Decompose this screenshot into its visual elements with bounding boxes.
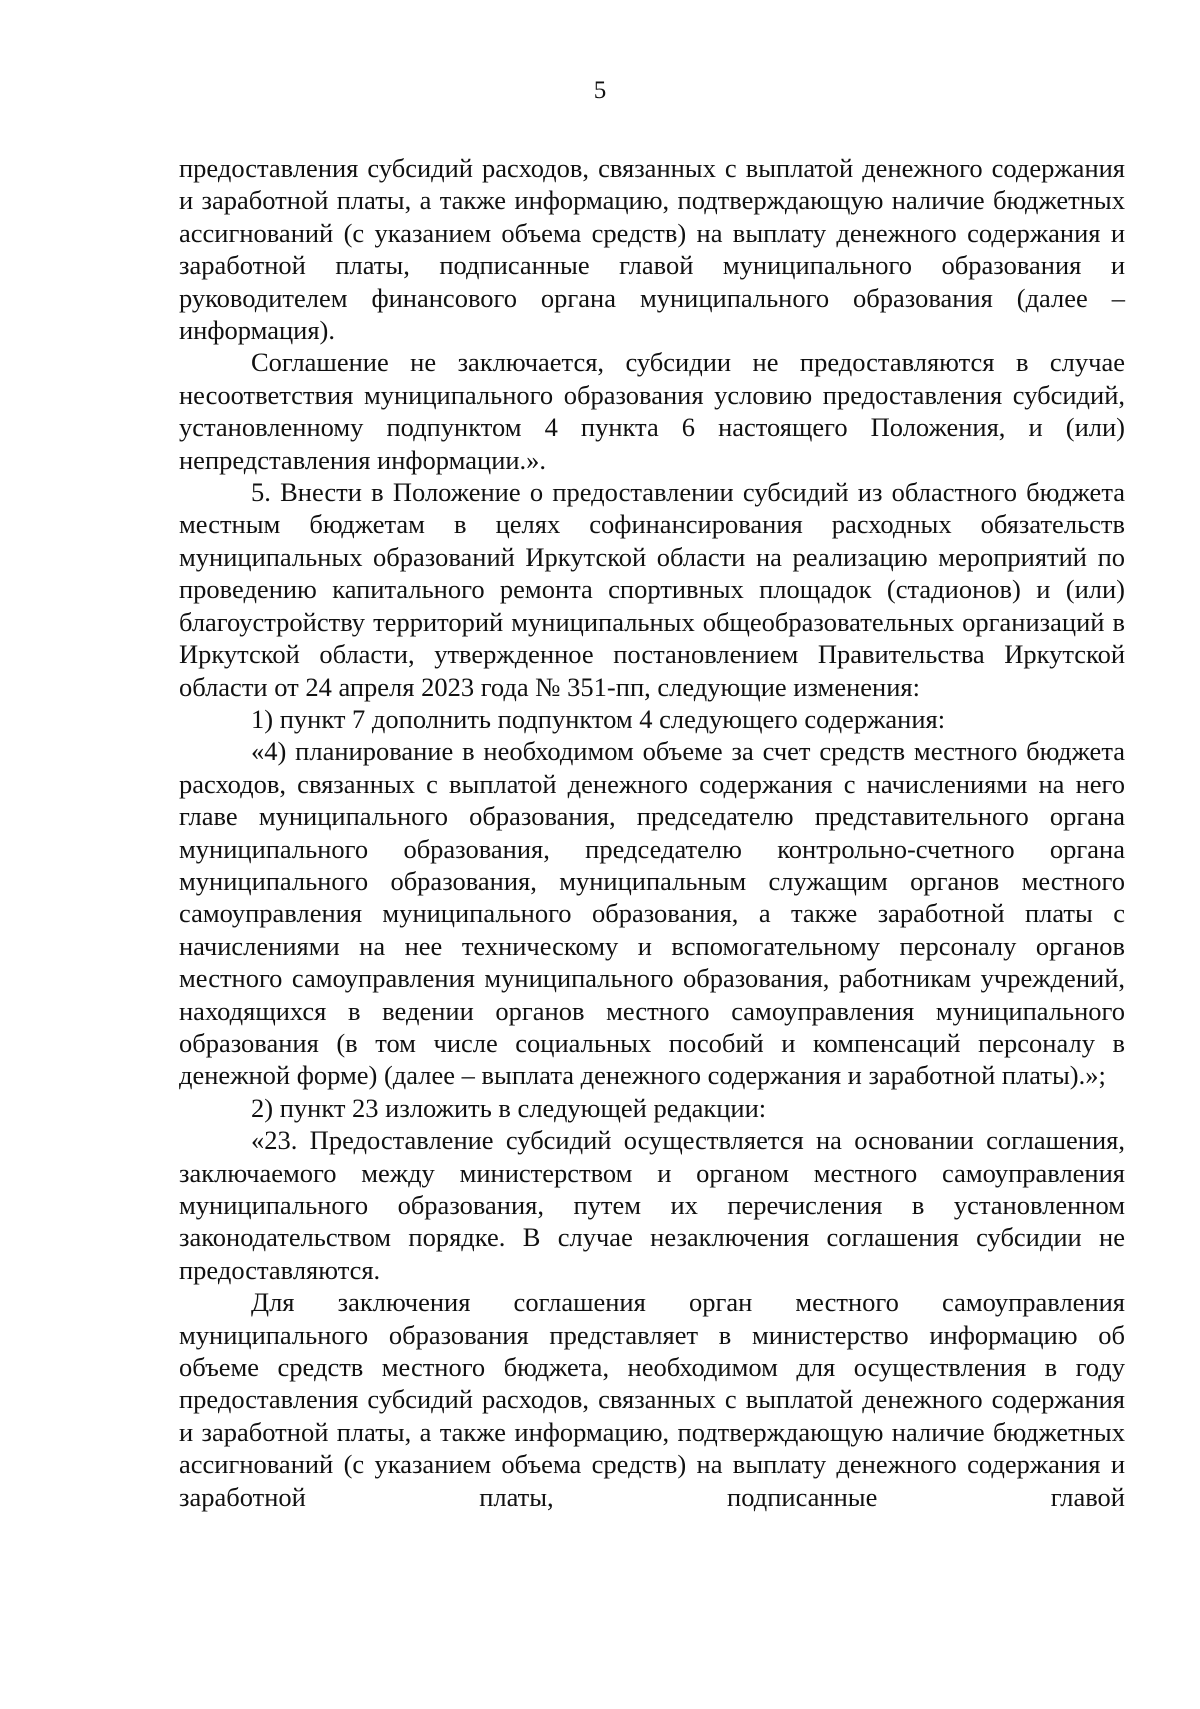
page-number: 5	[593, 77, 607, 104]
document-body	[179, 152, 1125, 1513]
paragraph-item-5: 5. Внести в Положение о предоставлении субсидий из областного бюджета местным бюджетам в целях софинансирования расходных обязательств муниципальных образований Иркутской области на реализацию мероприятий по проведению капитального ремонта спортивных площадок (стадионов) и (или) благоустройству территорий муниципальных общеобразовательных организаций в Иркутской области, утвержденное постановлением Правительства Иркутской области от 24 апреля 2023 года № 351-пп, следующие изменения:	[179, 477, 1125, 702]
paragraph-continuation: предоставления субсидий расходов, связанных с выплатой денежного содержания и заработной платы, а также информацию, подтверждающую наличие бюджетных ассигнований (с указанием объема средств) на выплату денежного содержания и заработной платы, подписанные главой муниципального образования и руководителем финансового органа муниципального образования (далее – информация).	[179, 153, 1125, 346]
paragraph-subitem-2: 2) пункт 23 изложить в следующей редакции:	[251, 1092, 767, 1123]
paragraph-quoted-subitem-4: «4) планирование в необходимом объеме за счет средств местного бюджета расходов, связанных с выплатой денежного содержания с начислениями на него главе муниципального образования, председателю представительного органа муниципального образования, председателю контрольно-счетного органа муниципального образования, муниципальным служащим органов местного самоуправления муниципального образования, а также заработной платы с начислениями на нее техническому и вспомогательному персоналу органов местного самоуправления муниципального образования, работникам учреждений, находящихся в ведении органов местного самоуправления муниципального образования (в том числе социальных пособий и компенсаций персоналу в денежной форме) (далее – выплата денежного содержания и заработной платы).»;	[179, 736, 1125, 1091]
paragraph-agreement-not-concluded: Соглашение не заключается, субсидии не предоставляются в случае несоответствия муниципального образования условию предоставления субсидий, установленному подпунктом 4 пункта 6 настоящего Положения, и (или) непредставления информации.».	[179, 347, 1125, 475]
paragraph-for-concluding-agreement: Для заключения соглашения орган местного самоуправления муниципального образования представляет в министерство информацию об объеме средств местного бюджета, необходимом для осуществления в году предоставления субсидий расходов, связанных с выплатой денежного содержания и заработной платы, а также информацию, подтверждающую наличие бюджетных ассигнований (с указанием объема средств) на выплату денежного содержания и заработной платы, подписанные главой	[179, 1287, 1125, 1512]
paragraph-quoted-item-23: «23. Предоставление субсидий осуществляется на основании соглашения, заключаемого между министерством и органом местного самоуправления муниципального образования, путем их перечисления в установленном законодательством порядке. В случае незаключения соглашения субсидии не предоставляются.	[179, 1125, 1125, 1285]
paragraph-subitem-1: 1) пункт 7 дополнить подпунктом 4 следующего содержания:	[251, 703, 946, 734]
